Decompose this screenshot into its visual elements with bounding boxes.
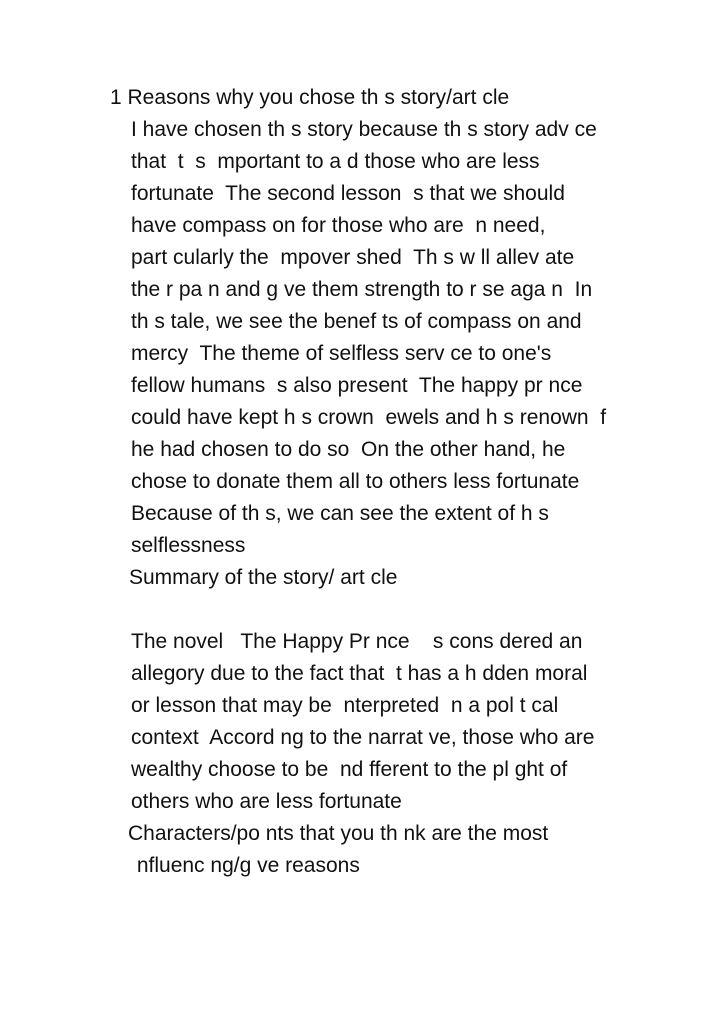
section2-line: others who are less fortunate	[131, 790, 402, 813]
section2-line: wealthy choose to be nd fferent to the pl ght of	[131, 758, 568, 781]
section1-line: selflessness	[131, 534, 246, 557]
section1-line: Because of th s, we can see the extent of h s	[131, 502, 549, 525]
section2-line: or lesson that may be nterpreted n a pol t cal	[131, 694, 559, 717]
section1-line: fortunate The second lesson s that we should	[131, 182, 565, 205]
section2-line: The novel The Happy Pr nce s cons dered an	[131, 630, 583, 653]
section1-line: the r pa n and g ve them strength to r se aga n In	[131, 278, 593, 301]
section1-line: he had chosen to do so On the other hand, he	[131, 438, 566, 461]
section1-heading: 1 Reasons why you chose th s story/art cle	[110, 86, 510, 109]
section1-line: chose to donate them all to others less fortunate	[131, 470, 580, 493]
section3-heading: Characters/po nts that you th nk are the most	[128, 822, 549, 845]
section1-line: mercy The theme of selfless serv ce to one's	[131, 342, 552, 365]
section3-heading-continued: nfluenc ng/g ve reasons	[131, 854, 360, 877]
section1-line: fellow humans s also present The happy pr nce	[131, 374, 583, 397]
section1-line: I have chosen th s story because th s story adv ce	[131, 118, 597, 141]
section1-line: th s tale, we see the benef ts of compass on and	[131, 310, 582, 333]
section1-line: part cularly the mpover shed Th s w ll allev ate	[131, 246, 575, 269]
section2-line: context Accord ng to the narrat ve, those who are	[131, 726, 595, 749]
section2-line: allegory due to the fact that t has a h dden moral	[131, 662, 588, 685]
section2-heading: Summary of the story/ art cle	[129, 566, 398, 589]
section1-line: have compass on for those who are n need,	[131, 214, 546, 237]
section1-line: could have kept h s crown ewels and h s renown f	[131, 406, 607, 429]
section1-line: that t s mportant to a d those who are less	[131, 150, 540, 173]
